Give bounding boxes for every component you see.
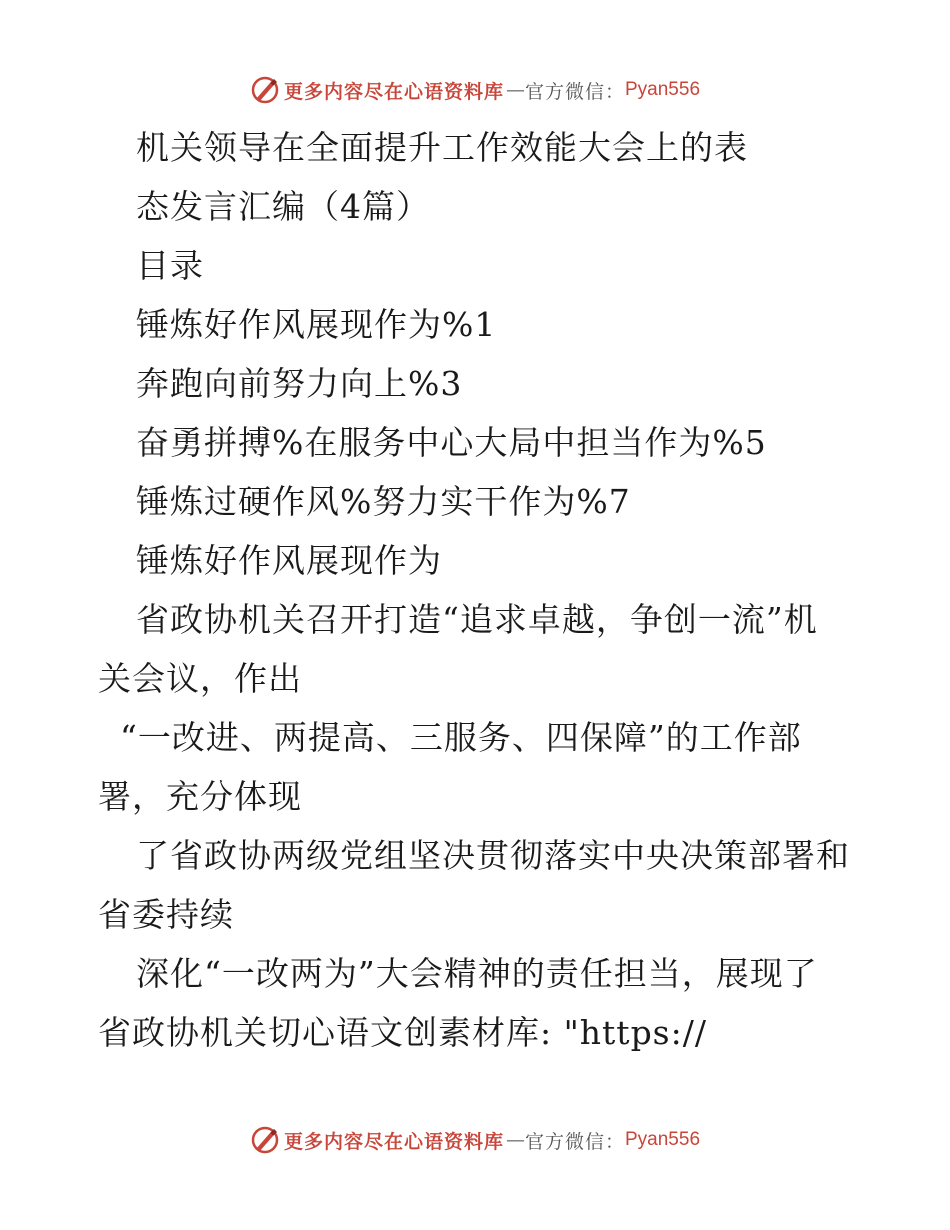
toc-heading: 目录 — [136, 246, 204, 285]
footer-watermark — [0, 1120, 950, 1160]
watermark-account: Pyan556 — [625, 79, 701, 100]
toc-item: 奔跑向前努力向上%3 — [136, 364, 463, 403]
body-line: “一改进、两提高、三服务、四保障”的工作部 — [120, 718, 802, 757]
watermark-site-text: 更多内容尽在心语资料库 — [283, 80, 504, 103]
body-line: 关会议，作出 — [98, 659, 302, 698]
watermark-separator: — — [505, 79, 525, 101]
pen-logo-icon — [250, 75, 280, 105]
pen-logo-icon — [250, 1125, 280, 1155]
watermark-separator: — — [505, 1129, 525, 1151]
document-title-line-1: 机关领导在全面提升工作效能大会上的表 — [136, 128, 748, 167]
body-line: 署，充分体现 — [98, 777, 302, 816]
document-title-line-2: 态发言汇编（4篇） — [136, 187, 430, 226]
body-line: 省委持续 — [98, 895, 234, 934]
body-line: 了省政协两级党组坚决贯彻落实中央决策部署和 — [136, 836, 850, 875]
body-line: 深化“一改两为”大会精神的责任担当，展现了 — [136, 954, 818, 993]
section-title: 锤炼好作风展现作为 — [136, 541, 442, 580]
watermark-wechat-label: 官方微信： — [524, 80, 625, 103]
watermark-wechat-label: 官方微信： — [524, 1130, 625, 1153]
body-line: 省政协机关召开打造“追求卓越，争创一流”机 — [136, 600, 818, 639]
toc-item: 奋勇拼搏%在服务中心大局中担当作为%5 — [136, 423, 767, 462]
body-line: 省政协机关切心语文创素材库: "https:// — [98, 1013, 707, 1052]
watermark-account: Pyan556 — [625, 1129, 701, 1150]
document-page — [98, 118, 858, 1062]
watermark-site-text: 更多内容尽在心语资料库 — [283, 1130, 504, 1153]
toc-item: 锤炼好作风展现作为%1 — [136, 305, 497, 344]
header-watermark — [0, 70, 950, 110]
toc-item: 锤炼过硬作风%努力实干作为%7 — [136, 482, 631, 521]
